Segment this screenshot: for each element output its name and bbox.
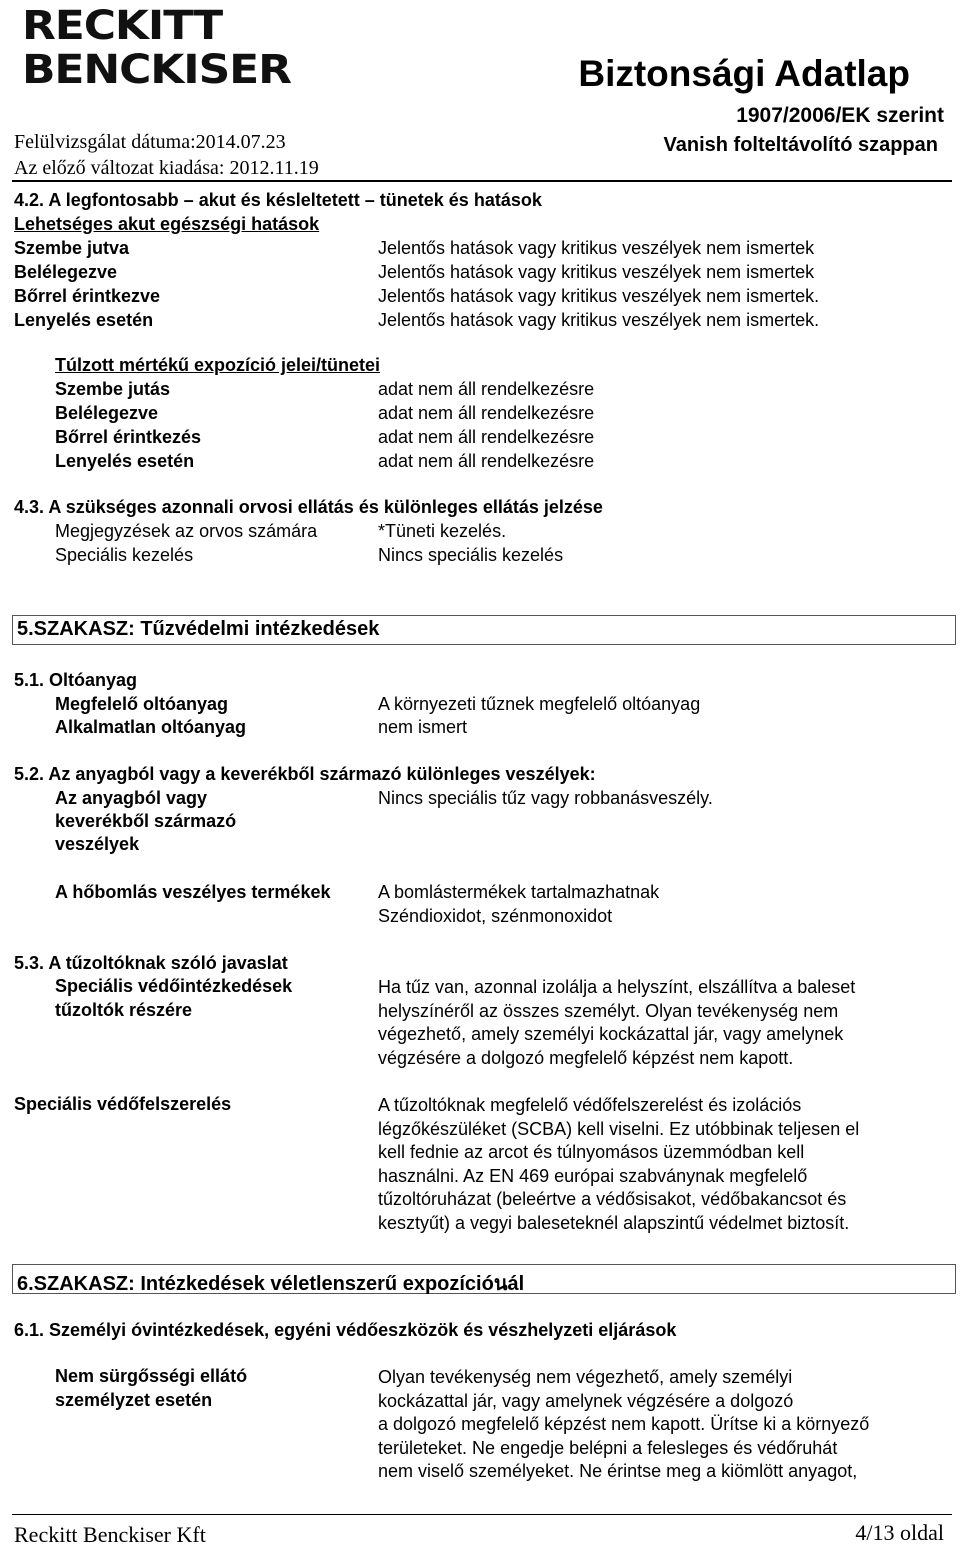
non-emergency-label: Nem sürgősségi ellátó — [55, 1366, 248, 1386]
text-line: kesztyűt) a vegyi baleseteknél alapszintű védelmet biztosít. — [378, 1212, 850, 1233]
section-5-3-heading: 5.3. A tűzoltóknak szóló javaslat — [14, 953, 288, 973]
text-line: végzésére a dolgozó megfelelő képzést nem kapott. — [378, 1047, 794, 1068]
acute-row-value: Jelentős hatások vagy kritikus veszélyek nem ismertek — [378, 262, 815, 282]
text-line: tűzoltóruházat (beleértve a védősisakot, védőbakancsot és — [378, 1189, 847, 1209]
overexposure-row-label: Bőrrel érintkezés — [55, 427, 202, 447]
acute-row-value: Jelentős hatások vagy kritikus veszélyek nem ismertek. — [378, 310, 820, 330]
product-name: Vanish folteltávolító szappan — [663, 134, 938, 156]
acute-row-value: Jelentős hatások vagy kritikus veszélyek nem ismertek. — [378, 286, 820, 306]
acute-row-label: Bőrrel érintkezve — [14, 286, 161, 306]
hazard-label: Az anyagból vagy — [55, 788, 208, 808]
hazard-label: keverékből származó — [55, 811, 237, 831]
text-line: kell fednie az arcot és túlnyomásos üzemmódban kell — [378, 1142, 805, 1162]
text-line: kockázattal jár, vagy amelynek végzésére a dolgozó — [378, 1390, 794, 1411]
medical-row-value: *Tüneti kezelés. — [378, 521, 507, 541]
section-5-title: 5.SZAKASZ: Tűzvédelmi intézkedések — [17, 618, 380, 640]
protective-equipment-label: Speciális védőfelszerelés — [14, 1094, 232, 1114]
overexposure-row-label: Lenyelés esetén — [55, 451, 195, 471]
unsuitable-media-value: nem ismert — [378, 717, 468, 737]
section-6-box — [12, 1264, 956, 1294]
overexposure-row-value: adat nem áll rendelkezésre — [378, 403, 595, 423]
special-measures-label: Speciális védőintézkedések — [55, 976, 293, 996]
logo-line-1: RECKITT — [22, 3, 223, 49]
text-line: használni. Az EN 469 európai szabványnak megfelelő — [378, 1165, 808, 1186]
acute-effects-title: Lehetséges akut egészségi hatások — [14, 214, 320, 234]
suitable-media-label: Megfelelő oltóanyag — [55, 694, 229, 714]
hazard-label: veszélyek — [55, 834, 140, 854]
text-line: területeket. Ne engedje belépni a felesleges és védőruhát — [378, 1437, 838, 1458]
company-logo — [22, 3, 291, 94]
section-4-3-heading: 4.3. A szükséges azonnali orvosi ellátás és különleges ellátás jelzése — [14, 497, 603, 517]
non-emergency-value — [378, 1366, 869, 1484]
footer-company: Reckitt Benckiser Kft — [14, 1522, 206, 1547]
medical-row-label: Speciális kezelés — [55, 545, 194, 565]
acute-row-label: Szembe jutva — [14, 238, 130, 258]
section-4-2-heading: 4.2. A legfontosabb – akut és késleltetett – tünetek és hatások — [14, 190, 542, 210]
decomposition-value: A bomlástermékek tartalmazhatnak — [378, 882, 660, 902]
section-5-2-heading: 5.2. Az anyagból vagy a keverékből származó különleges veszélyek: — [14, 764, 596, 784]
text-line: Ha tűz van, azonnal izolálja a helyszínt, elszállítva a baleset — [378, 977, 856, 997]
text-line: Olyan tevékenység nem végezhető, amely személyi — [378, 1367, 793, 1387]
acute-row-label: Belélegezve — [14, 262, 118, 282]
revision-date: Felülvizsgálat dátuma:2014.07.23 — [14, 131, 286, 153]
section-6-title: 6.SZAKASZ: Intézkedések véletlenszerű expozícióนál — [17, 1273, 525, 1295]
special-measures-value — [378, 976, 855, 1070]
footer-page-number: 4/13 oldal — [855, 1520, 944, 1545]
acute-row-value: Jelentős hatások vagy kritikus veszélyek nem ismertek — [378, 238, 815, 258]
special-measures-label: tűzoltók részére — [55, 1000, 193, 1020]
hazard-value: Nincs speciális tűz vagy robbanásveszély. — [378, 788, 713, 808]
acute-row-label: Lenyelés esetén — [14, 310, 154, 330]
section-6-1-heading: 6.1. Személyi óvintézkedések, egyéni védőeszközök és vészhelyzeti eljárások — [14, 1320, 677, 1340]
protective-equipment-value — [378, 1094, 859, 1235]
medical-row-value: Nincs speciális kezelés — [378, 545, 564, 565]
logo-line-2: BENCKISER — [22, 47, 291, 93]
text-line: helyszínéről az összes személyt. Olyan tevékenység nem — [378, 1000, 839, 1021]
footer-divider — [12, 1514, 952, 1515]
text-line: A tűzoltóknak megfelelő védőfelszerelést és izolációs — [378, 1095, 802, 1115]
overexposure-row-label: Belélegezve — [55, 403, 159, 423]
decomposition-label: A hőbomlás veszélyes termékek — [55, 882, 331, 902]
previous-version-date: Az előző változat kiadása: 2012.11.19 — [14, 157, 319, 179]
section-5-box — [12, 615, 956, 645]
medical-row-label: Megjegyzések az orvos számára — [55, 521, 318, 541]
decomposition-value: Széndioxidot, szénmonoxidot — [378, 906, 613, 926]
header-divider — [12, 180, 952, 182]
overexposure-row-label: Szembe jutás — [55, 379, 171, 399]
overexposure-title: Túlzott mértékű expozíció jelei/tünetei — [55, 355, 381, 375]
text-line: végezhető, amely személyi kockázattal jár, vagy amelynek — [378, 1024, 844, 1044]
unsuitable-media-label: Alkalmatlan oltóanyag — [55, 717, 247, 737]
overexposure-row-value: adat nem áll rendelkezésre — [378, 427, 595, 447]
text-line: nem viselő személyeket. Ne érintse meg a kiömlött anyagot, — [378, 1461, 858, 1481]
regulation-label: 1907/2006/EK szerint — [736, 104, 944, 127]
text-line: a dolgozó megfelelő képzést nem kapott. Ürítse ki a környező — [378, 1414, 870, 1434]
overexposure-row-value: adat nem áll rendelkezésre — [378, 379, 595, 399]
text-line: légzőkészüléket (SCBA) kell viselni. Ez utóbbinak teljesen el — [378, 1118, 860, 1139]
non-emergency-label: személyzet esetén — [55, 1390, 213, 1410]
section-5-1-heading: 5.1. Oltóanyag — [14, 670, 138, 690]
document-title: Biztonsági Adatlap — [578, 53, 910, 94]
suitable-media-value: A környezeti tűznek megfelelő oltóanyag — [378, 694, 701, 714]
overexposure-row-value: adat nem áll rendelkezésre — [378, 451, 595, 471]
